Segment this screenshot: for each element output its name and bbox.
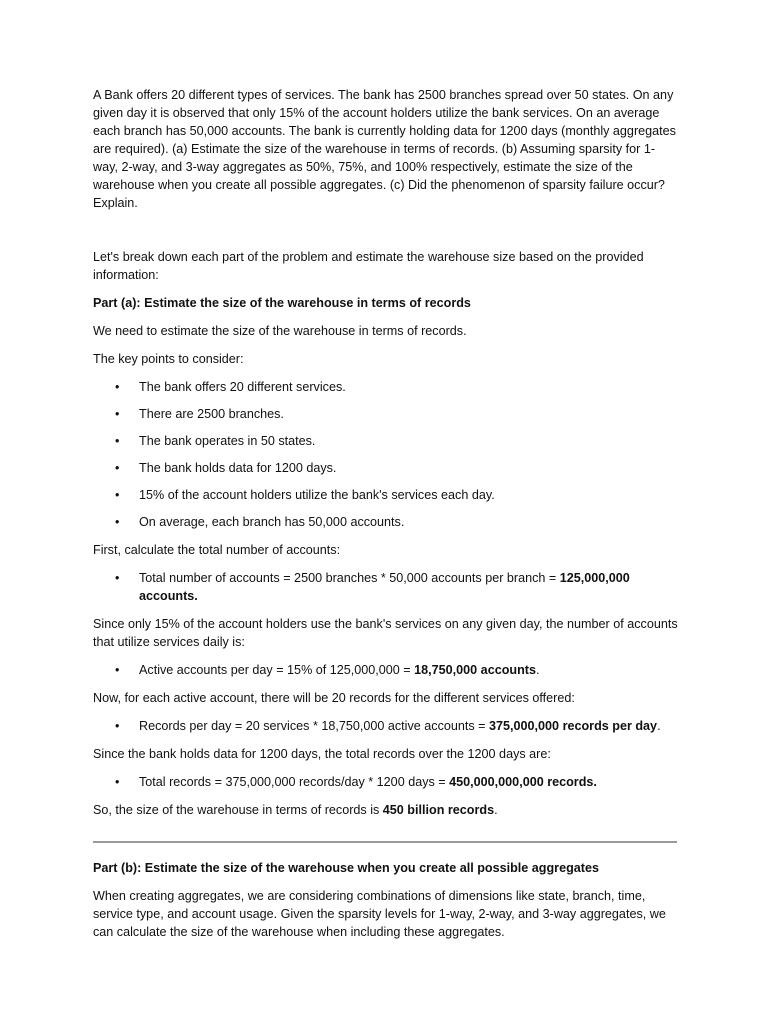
list-item: • 15% of the account holders utilize the bank's services each day. bbox=[93, 486, 679, 504]
intro-paragraph: Let's break down each part of the problem and estimate the warehouse size based on the provided information: bbox=[93, 250, 644, 282]
conclusion-result: 450 billion records bbox=[382, 803, 495, 817]
part-b-text: When creating aggregates, we are considering combinations of dimensions like state, branch, time, service type, and account usage. Given the sparsity levels for 1-way, 2-way, and 3-way aggregates, we can calculate the size of the warehouse when including these aggregates. bbox=[93, 889, 666, 939]
section-divider bbox=[93, 841, 677, 843]
list-item bbox=[93, 773, 679, 791]
part-a-conclusion bbox=[93, 801, 679, 819]
conclusion-text: So, the size of the warehouse in terms of records is bbox=[93, 803, 383, 817]
document-body bbox=[93, 86, 679, 951]
step3-text: Records per day = 20 services * 18,750,000 active accounts = bbox=[139, 719, 490, 733]
step4-result: 450,000,000,000 records. bbox=[449, 775, 597, 789]
list-item: • On average, each branch has 50,000 accounts. bbox=[93, 513, 679, 531]
step3-list bbox=[93, 717, 679, 735]
step1-text: Total number of accounts = 2500 branches * 50,000 accounts per branch = bbox=[139, 571, 560, 585]
list-item bbox=[93, 661, 679, 679]
step1-label: First, calculate the total number of accounts: bbox=[93, 543, 341, 557]
list-item: • The bank holds data for 1200 days. bbox=[93, 459, 679, 477]
question-paragraph: A Bank offers 20 different types of services. The bank has 2500 branches spread over 50 states. On any given day it is observed that only 15% of the account holders utilize the bank services. On an average each branch has 50,000 accounts. The bank is currently holding data for 1200 days (monthly aggregates are required). (a) Estimate the size of the warehouse in terms of records. (b) Assuming sparsity for 1-way, 2-way, and 3-way aggregates as 50%, 75%, and 100% respectively, estimate the size of the warehouse when you create all possible aggregates. (c) Did the phenomenon of sparsity failure occur? Explain. bbox=[93, 88, 676, 210]
step1-list bbox=[93, 569, 679, 605]
step4-list bbox=[93, 773, 679, 791]
conclusion-end: . bbox=[494, 803, 498, 817]
step1-result: 125,000,000 accounts. bbox=[139, 571, 630, 603]
step3-end: . bbox=[657, 719, 661, 733]
key-points-label: The key points to consider: bbox=[93, 352, 244, 366]
part-a-need: We need to estimate the size of the warehouse in terms of records. bbox=[93, 324, 467, 338]
step4-text: Total records = 375,000,000 records/day * 1200 days = bbox=[139, 775, 450, 789]
step3-label: Now, for each active account, there will be 20 records for the different services offered: bbox=[93, 691, 575, 705]
part-b-heading: Part (b): Estimate the size of the warehouse when you create all possible aggregates bbox=[93, 861, 599, 875]
list-item: • There are 2500 branches. bbox=[93, 405, 679, 423]
list-item: • The bank operates in 50 states. bbox=[93, 432, 679, 450]
list-item: • The bank offers 20 different services. bbox=[93, 378, 679, 396]
step2-result: 18,750,000 accounts bbox=[414, 663, 536, 677]
step2-list bbox=[93, 661, 679, 679]
step4-label: Since the bank holds data for 1200 days, the total records over the 1200 days are: bbox=[93, 747, 551, 761]
step2-text: Active accounts per day = 15% of 125,000,000 = bbox=[139, 663, 415, 677]
list-item bbox=[93, 717, 679, 735]
step3-result: 375,000,000 records per day bbox=[489, 719, 658, 733]
part-a-heading: Part (a): Estimate the size of the warehouse in terms of records bbox=[93, 296, 471, 310]
step2-end: . bbox=[535, 663, 540, 677]
list-item bbox=[93, 569, 679, 605]
step2-label: Since only 15% of the account holders use the bank's services on any given day, the number of accounts that utilize services daily is: bbox=[93, 617, 678, 649]
key-points-list bbox=[93, 378, 679, 531]
